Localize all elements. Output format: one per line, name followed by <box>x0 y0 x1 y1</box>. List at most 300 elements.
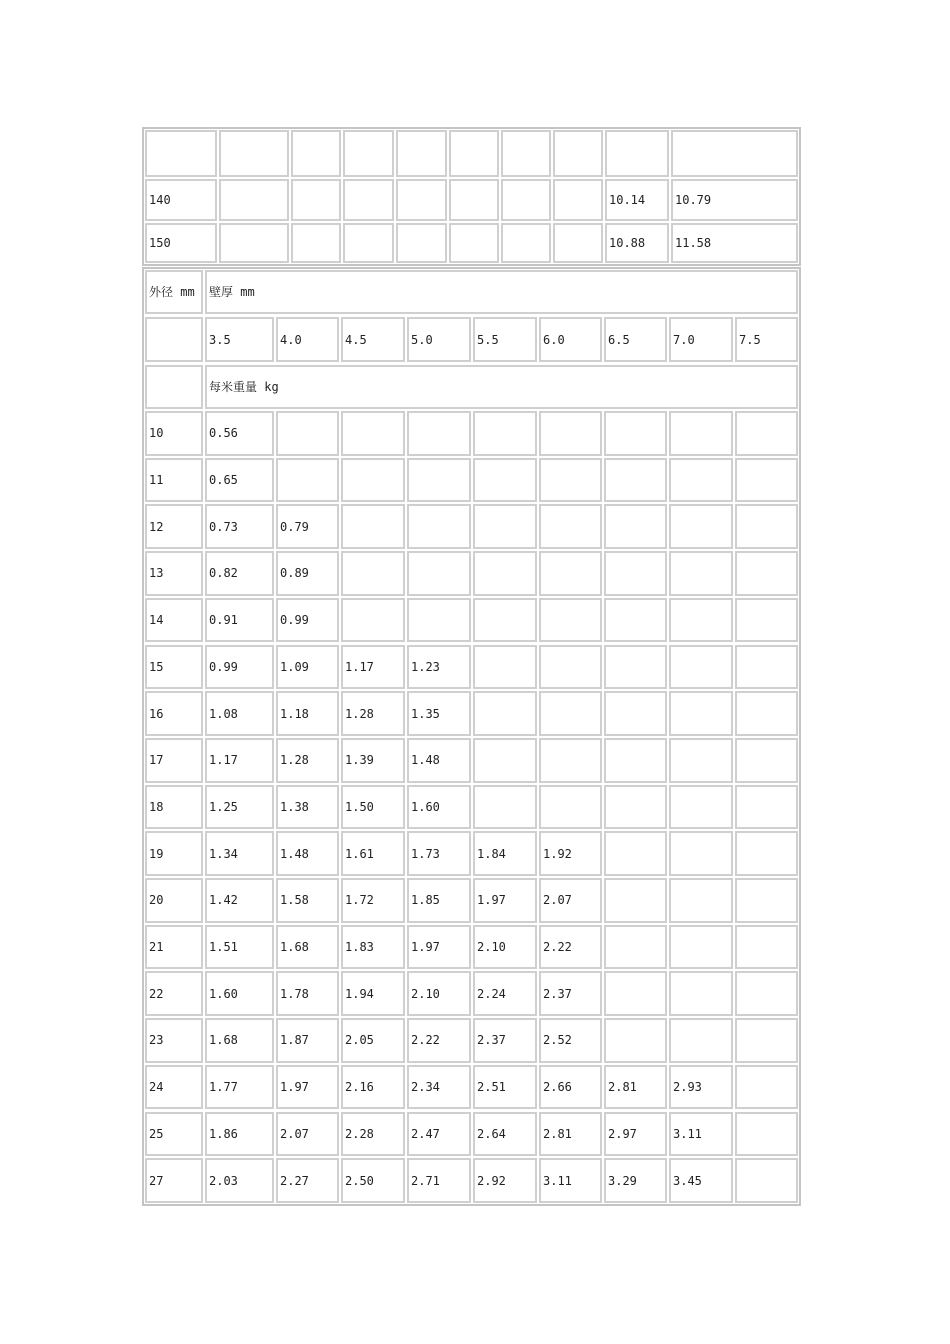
table-a-cell <box>605 130 669 177</box>
pipe-weight-table-continuation <box>142 127 801 266</box>
weight-cell <box>276 411 339 456</box>
weight-cell <box>669 504 733 549</box>
weight-blank-cell <box>145 365 203 409</box>
thickness-header-cell <box>473 317 537 362</box>
weight-cell-text: 1.17 <box>345 659 374 674</box>
weight-cell-text: 1.25 <box>209 799 238 814</box>
weight-cell-text: 1.97 <box>477 893 506 908</box>
weight-cell-text: 0.73 <box>209 519 238 534</box>
thickness-header-cell-text: 7.0 <box>673 332 695 347</box>
pipe-weight-table <box>142 267 801 1206</box>
weight-cell-text: 1.50 <box>345 799 374 814</box>
weight-cell <box>341 1112 405 1157</box>
weight-cell <box>539 458 602 503</box>
header-outer-diameter <box>145 270 203 314</box>
weight-cell <box>669 1112 733 1157</box>
weight-cell <box>735 411 798 456</box>
weight-cell <box>669 1018 733 1063</box>
weight-cell <box>407 831 471 876</box>
weight-cell <box>473 645 537 690</box>
weight-cell <box>205 831 274 876</box>
weight-cell-text: 1.97 <box>280 1080 309 1095</box>
weight-cell <box>539 551 602 596</box>
weight-cell <box>341 785 405 830</box>
weight-cell <box>205 411 274 456</box>
weight-cell <box>735 598 798 643</box>
weight-cell <box>407 1065 471 1110</box>
outer-diameter-cell <box>145 598 203 643</box>
weight-cell-text: 1.42 <box>209 893 238 908</box>
thickness-header-cell-text: 6.0 <box>543 332 565 347</box>
table-a-cell-text: 140 <box>149 193 171 207</box>
weight-cell <box>604 1112 667 1157</box>
weight-cell-text: 1.58 <box>280 893 309 908</box>
weight-cell <box>276 598 339 643</box>
weight-cell <box>604 738 667 783</box>
outer-diameter-cell-text: 14 <box>149 613 164 628</box>
outer-diameter-cell <box>145 411 203 456</box>
weight-cell-text: 1.84 <box>477 846 506 861</box>
thickness-header-cell <box>341 317 405 362</box>
weight-cell <box>473 971 537 1016</box>
weight-cell <box>473 1158 537 1203</box>
weight-cell-text: 1.77 <box>209 1080 238 1095</box>
outer-diameter-cell <box>145 971 203 1016</box>
weight-cell <box>407 1018 471 1063</box>
weight-cell-text: 2.22 <box>543 940 572 955</box>
weight-cell <box>407 458 471 503</box>
weight-cell <box>735 458 798 503</box>
thickness-header-cell-text: 6.5 <box>608 332 630 347</box>
weight-cell <box>539 1112 602 1157</box>
weight-cell <box>341 458 405 503</box>
outer-diameter-cell <box>145 504 203 549</box>
outer-diameter-cell <box>145 738 203 783</box>
weight-cell-text: 2.34 <box>411 1080 440 1095</box>
table-a-cell <box>343 130 394 177</box>
table-a-cell <box>343 179 394 221</box>
weight-cell <box>407 738 471 783</box>
weight-cell <box>539 925 602 970</box>
weight-cell-text: 2.52 <box>543 1033 572 1048</box>
table-a-cell <box>605 223 669 263</box>
weight-cell <box>276 645 339 690</box>
weight-cell <box>473 551 537 596</box>
thickness-header-cell-text: 5.0 <box>411 332 433 347</box>
weight-cell-text: 1.39 <box>345 753 374 768</box>
weight-cell <box>473 831 537 876</box>
weight-cell <box>341 1018 405 1063</box>
weight-cell-text: 3.11 <box>673 1126 702 1141</box>
weight-cell <box>539 1158 602 1203</box>
weight-cell <box>407 598 471 643</box>
outer-diameter-cell <box>145 1158 203 1203</box>
weight-cell-text: 1.85 <box>411 893 440 908</box>
weight-cell <box>539 738 602 783</box>
weight-cell <box>604 504 667 549</box>
weight-cell-text: 2.81 <box>608 1080 637 1095</box>
weight-cell-text: 2.05 <box>345 1033 374 1048</box>
weight-cell <box>539 411 602 456</box>
table-a-cell <box>671 130 798 177</box>
weight-cell-text: 2.16 <box>345 1080 374 1095</box>
weight-cell-text: 0.65 <box>209 473 238 488</box>
weight-cell <box>735 645 798 690</box>
weight-cell-text: 2.10 <box>411 986 440 1001</box>
weight-cell <box>276 738 339 783</box>
thickness-header-cell-text: 3.5 <box>209 332 231 347</box>
weight-cell-text: 2.24 <box>477 986 506 1001</box>
weight-cell-text: 1.78 <box>280 986 309 1001</box>
weight-cell <box>276 458 339 503</box>
thickness-header-cell <box>604 317 667 362</box>
weight-cell <box>735 785 798 830</box>
weight-cell <box>341 1158 405 1203</box>
weight-cell <box>407 971 471 1016</box>
weight-cell-text: 2.37 <box>477 1033 506 1048</box>
weight-cell <box>735 1112 798 1157</box>
outer-diameter-cell <box>145 551 203 596</box>
outer-diameter-cell-text: 25 <box>149 1126 164 1141</box>
weight-cell-text: 1.48 <box>280 846 309 861</box>
weight-cell-text: 3.11 <box>543 1173 572 1188</box>
weight-cell-text: 0.99 <box>209 659 238 674</box>
weight-cell <box>539 831 602 876</box>
weight-cell <box>669 785 733 830</box>
weight-cell <box>473 738 537 783</box>
weight-cell <box>604 1065 667 1110</box>
weight-cell-text: 1.68 <box>209 1033 238 1048</box>
weight-cell <box>539 598 602 643</box>
weight-cell-text: 2.64 <box>477 1126 506 1141</box>
weight-cell <box>205 598 274 643</box>
outer-diameter-cell-text: 13 <box>149 566 164 581</box>
weight-cell-text: 2.81 <box>543 1126 572 1141</box>
table-a-cell <box>449 223 499 263</box>
outer-diameter-cell-text: 11 <box>149 473 164 488</box>
outer-diameter-cell <box>145 1065 203 1110</box>
table-a-cell <box>219 179 289 221</box>
weight-cell <box>669 551 733 596</box>
thickness-header-cell-text: 5.5 <box>477 332 499 347</box>
weight-cell <box>205 645 274 690</box>
thickness-header-cell <box>276 317 339 362</box>
table-a-cell <box>219 223 289 263</box>
weight-cell-text: 1.35 <box>411 706 440 721</box>
weight-cell <box>407 1112 471 1157</box>
table-a-cell-text: 10.79 <box>675 193 712 207</box>
weight-cell <box>473 1112 537 1157</box>
weight-cell <box>604 971 667 1016</box>
weight-cell <box>407 504 471 549</box>
weight-cell <box>604 878 667 923</box>
weight-cell <box>473 598 537 643</box>
weight-cell-text: 1.60 <box>209 986 238 1001</box>
weight-cell <box>669 831 733 876</box>
weight-cell <box>604 1158 667 1203</box>
weight-cell <box>205 551 274 596</box>
weight-cell-text: 2.37 <box>543 986 572 1001</box>
header-wall-thickness-text: 壁厚 mm <box>209 285 255 299</box>
weight-cell <box>604 1018 667 1063</box>
weight-cell-text: 1.08 <box>209 706 238 721</box>
outer-diameter-cell-text: 22 <box>149 986 164 1001</box>
weight-cell-text: 1.61 <box>345 846 374 861</box>
outer-diameter-cell-text: 15 <box>149 659 164 674</box>
weight-cell <box>735 504 798 549</box>
weight-cell-text: 2.51 <box>477 1080 506 1095</box>
table-a-cell <box>343 223 394 263</box>
weight-cell <box>669 971 733 1016</box>
weight-cell <box>604 925 667 970</box>
weight-cell <box>407 785 471 830</box>
weight-cell <box>276 1065 339 1110</box>
weight-cell-text: 1.28 <box>280 753 309 768</box>
thickness-header-cell-text: 7.5 <box>739 332 761 347</box>
table-a-cell <box>219 130 289 177</box>
weight-cell <box>205 1065 274 1110</box>
weight-cell <box>669 925 733 970</box>
weight-cell-text: 1.68 <box>280 940 309 955</box>
table-a-cell <box>145 223 217 263</box>
weight-cell <box>539 1065 602 1110</box>
table-a-cell <box>671 179 798 221</box>
weight-cell <box>205 1018 274 1063</box>
table-a-cell-text: 150 <box>149 236 171 250</box>
weight-cell <box>276 785 339 830</box>
weight-cell <box>735 831 798 876</box>
outer-diameter-cell-text: 10 <box>149 426 164 441</box>
weight-cell <box>341 411 405 456</box>
table-a-cell-text: 10.88 <box>609 236 646 250</box>
weight-cell <box>473 878 537 923</box>
weight-cell <box>539 971 602 1016</box>
weight-cell-text: 2.03 <box>209 1173 238 1188</box>
weight-cell-text: 1.09 <box>280 659 309 674</box>
weight-cell-text: 2.07 <box>280 1126 309 1141</box>
header-weight-per-meter <box>205 365 798 409</box>
weight-cell <box>407 645 471 690</box>
weight-cell <box>735 925 798 970</box>
weight-cell <box>341 925 405 970</box>
weight-cell <box>276 504 339 549</box>
weight-cell-text: 2.10 <box>477 940 506 955</box>
weight-cell <box>539 878 602 923</box>
weight-cell-text: 2.97 <box>608 1126 637 1141</box>
outer-diameter-cell <box>145 878 203 923</box>
weight-cell-text: 1.83 <box>345 940 374 955</box>
weight-cell-text: 2.07 <box>543 893 572 908</box>
weight-cell <box>205 691 274 736</box>
table-a-cell <box>145 130 217 177</box>
weight-cell <box>604 598 667 643</box>
table-a-cell <box>291 130 341 177</box>
weight-cell-text: 1.17 <box>209 753 238 768</box>
weight-cell-text: 2.93 <box>673 1080 702 1095</box>
table-a-cell <box>291 223 341 263</box>
weight-cell <box>473 691 537 736</box>
weight-cell-text: 1.86 <box>209 1126 238 1141</box>
weight-cell <box>539 691 602 736</box>
weight-cell-text: 0.89 <box>280 566 309 581</box>
weight-cell <box>735 878 798 923</box>
weight-cell <box>735 971 798 1016</box>
outer-diameter-cell <box>145 785 203 830</box>
weight-cell <box>473 504 537 549</box>
table-a-cell-text: 11.58 <box>675 236 712 250</box>
table-a-cell <box>396 223 447 263</box>
weight-cell <box>735 551 798 596</box>
weight-cell <box>604 551 667 596</box>
weight-cell <box>604 645 667 690</box>
weight-cell <box>276 551 339 596</box>
header-wall-thickness <box>205 270 798 314</box>
thickness-header-cell <box>205 317 274 362</box>
weight-cell <box>473 1065 537 1110</box>
weight-cell <box>735 1018 798 1063</box>
table-a-cell <box>396 130 447 177</box>
outer-diameter-cell <box>145 1018 203 1063</box>
weight-cell <box>669 645 733 690</box>
weight-cell <box>473 785 537 830</box>
outer-diameter-cell-text: 21 <box>149 940 164 955</box>
weight-cell <box>276 878 339 923</box>
thickness-header-cell-text: 4.0 <box>280 332 302 347</box>
weight-cell <box>669 1158 733 1203</box>
thickness-header-cell-text: 4.5 <box>345 332 367 347</box>
weight-cell <box>341 598 405 643</box>
weight-cell <box>341 645 405 690</box>
weight-cell <box>473 411 537 456</box>
weight-cell-text: 2.27 <box>280 1173 309 1188</box>
outer-diameter-cell <box>145 1112 203 1157</box>
outer-diameter-cell-text: 12 <box>149 519 164 534</box>
weight-cell-text: 2.47 <box>411 1126 440 1141</box>
table-a-cell <box>501 179 551 221</box>
weight-cell <box>539 785 602 830</box>
table-a-cell <box>501 223 551 263</box>
weight-cell <box>735 738 798 783</box>
weight-cell <box>669 598 733 643</box>
weight-cell <box>276 925 339 970</box>
weight-cell <box>735 1065 798 1110</box>
weight-cell <box>604 411 667 456</box>
outer-diameter-cell-text: 17 <box>149 753 164 768</box>
weight-cell <box>669 1065 733 1110</box>
header-weight-per-meter-text: 每米重量 kg <box>209 380 279 394</box>
weight-cell <box>205 785 274 830</box>
weight-cell-text: 2.28 <box>345 1126 374 1141</box>
outer-diameter-cell <box>145 691 203 736</box>
weight-cell <box>276 691 339 736</box>
weight-cell-text: 1.72 <box>345 893 374 908</box>
weight-cell <box>407 551 471 596</box>
weight-cell <box>604 785 667 830</box>
weight-cell <box>276 831 339 876</box>
weight-cell <box>205 1112 274 1157</box>
weight-cell-text: 1.18 <box>280 706 309 721</box>
weight-cell <box>341 1065 405 1110</box>
table-a-cell <box>553 130 603 177</box>
weight-cell <box>341 551 405 596</box>
weight-cell-text: 0.56 <box>209 426 238 441</box>
outer-diameter-cell <box>145 925 203 970</box>
weight-cell <box>604 458 667 503</box>
weight-cell <box>407 925 471 970</box>
weight-cell <box>205 738 274 783</box>
weight-cell <box>473 458 537 503</box>
outer-diameter-cell <box>145 645 203 690</box>
weight-cell <box>205 925 274 970</box>
weight-cell <box>205 971 274 1016</box>
weight-cell <box>341 691 405 736</box>
weight-cell <box>473 925 537 970</box>
outer-diameter-cell <box>145 831 203 876</box>
weight-cell <box>735 1158 798 1203</box>
weight-cell <box>276 1158 339 1203</box>
weight-cell-text: 1.87 <box>280 1033 309 1048</box>
weight-cell-text: 0.79 <box>280 519 309 534</box>
outer-diameter-cell-text: 27 <box>149 1173 164 1188</box>
weight-cell <box>669 458 733 503</box>
weight-cell-text: 2.22 <box>411 1033 440 1048</box>
outer-diameter-cell-text: 18 <box>149 799 164 814</box>
weight-cell <box>735 691 798 736</box>
outer-diameter-cell-text: 20 <box>149 893 164 908</box>
weight-cell <box>341 878 405 923</box>
weight-cell-text: 1.23 <box>411 659 440 674</box>
weight-cell <box>669 691 733 736</box>
weight-cell <box>205 504 274 549</box>
weight-cell <box>407 878 471 923</box>
weight-cell <box>341 971 405 1016</box>
weight-cell-text: 1.97 <box>411 940 440 955</box>
weight-cell <box>276 971 339 1016</box>
table-a-cell <box>291 179 341 221</box>
table-a-cell <box>396 179 447 221</box>
weight-cell-text: 1.60 <box>411 799 440 814</box>
weight-cell <box>604 691 667 736</box>
weight-cell-text: 1.48 <box>411 753 440 768</box>
table-a-cell <box>449 179 499 221</box>
thickness-header-cell <box>539 317 602 362</box>
weight-cell <box>604 831 667 876</box>
outer-diameter-cell-text: 23 <box>149 1033 164 1048</box>
weight-cell <box>539 504 602 549</box>
weight-cell-text: 1.92 <box>543 846 572 861</box>
weight-cell-text: 1.51 <box>209 940 238 955</box>
weight-cell-text: 1.38 <box>280 799 309 814</box>
weight-cell-text: 0.82 <box>209 566 238 581</box>
thickness-header-cell <box>407 317 471 362</box>
weight-cell <box>205 878 274 923</box>
weight-cell <box>205 1158 274 1203</box>
weight-cell <box>205 458 274 503</box>
weight-cell-text: 1.73 <box>411 846 440 861</box>
weight-cell-text: 1.34 <box>209 846 238 861</box>
weight-cell <box>341 738 405 783</box>
thickness-header-cell <box>669 317 733 362</box>
weight-cell <box>407 691 471 736</box>
weight-cell <box>539 645 602 690</box>
header-blank-cell <box>145 317 203 362</box>
weight-cell <box>276 1112 339 1157</box>
weight-cell <box>407 411 471 456</box>
weight-cell <box>669 411 733 456</box>
outer-diameter-cell-text: 24 <box>149 1080 164 1095</box>
weight-cell-text: 0.91 <box>209 613 238 628</box>
thickness-header-cell <box>735 317 798 362</box>
